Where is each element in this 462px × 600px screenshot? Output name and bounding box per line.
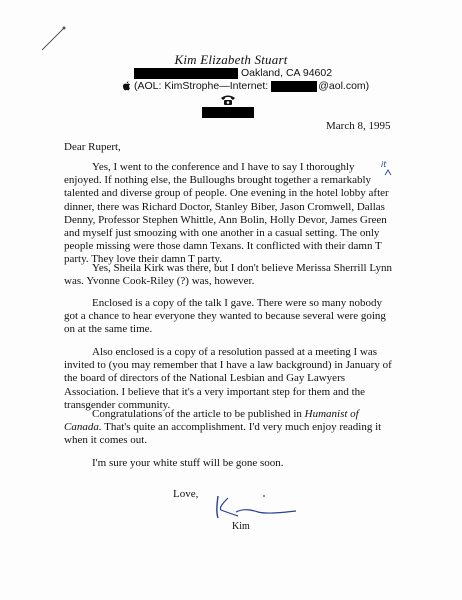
- body-paragraph-5: Congratulations of the article to be published in Humanist of Canada. That's quite an accomplishment. I'd very much enjoy reading it when it comes out.: [64, 408, 382, 447]
- pen-mark: [40, 24, 68, 52]
- letterhead-city: Oakland, CA 94602: [241, 67, 333, 79]
- publication-title: Humanist of Canada.: [64, 408, 359, 434]
- letter-date: March 8, 1995: [326, 120, 391, 132]
- redacted-phone-number: [202, 107, 254, 118]
- letterhead-email-line: [122, 79, 369, 93]
- closing: Love,: [173, 488, 199, 500]
- handwritten-insertion: it: [381, 160, 387, 169]
- signer-name: Kim: [232, 521, 250, 532]
- letterhead-aol-suffix: @aol.com): [318, 80, 370, 92]
- letterhead-name: Kim Elizabeth Stuart: [174, 52, 288, 67]
- handwritten-signature: [212, 492, 302, 522]
- body-paragraph-4: Also enclosed is a copy of a resolution passed at a meeting I was invited to (you may remember that I have a law background) in January of the board of directors of the National Lesbian and Gay Lawyers Association. I believe that it's a very important step for them and the transgender community.: [64, 346, 392, 411]
- body-paragraph-3: Enclosed is a copy of the talk I gave. There were so many nobody got a chance to hear everyone they wanted to because several were going on at the same time.: [64, 297, 386, 336]
- letterhead-address: [134, 66, 332, 80]
- letterhead-aol-prefix: (AOL: KimStrophe—Internet:: [134, 80, 269, 92]
- apple-logo-icon: [122, 81, 131, 91]
- salutation: Dear Rupert,: [64, 141, 121, 153]
- body-paragraph-2: Yes, Sheila Kirk was there, but I don't believe Merissa Sherrill Lynn was. Yvonne Cook-Riley (?) was, however.: [64, 262, 392, 288]
- redacted-street-address: [134, 68, 238, 79]
- body-paragraph-6: I'm sure your white stuff will be gone soon.: [92, 457, 284, 469]
- telephone-icon: [220, 94, 236, 106]
- body-paragraph-1: Yes, I went to the conference and I have to say I thoroughly enjoyed. If nothing else, the Bulloughs brought together a remarkably talented and diverse group of people. One evening in the hotel lobby after dinner, there was Richard Doctor, Stanley Biber, Jason Cromwell, Dallas Denny, Professor Stephen Whittle, Ann Bolin, Holly Devor, James Green and myself just smoozing with one another in a casual setting. The only people missing were those damn Texans. It conflicted with their damn T party. They love their damn T party.: [64, 161, 389, 266]
- redacted-email-address: [271, 81, 317, 92]
